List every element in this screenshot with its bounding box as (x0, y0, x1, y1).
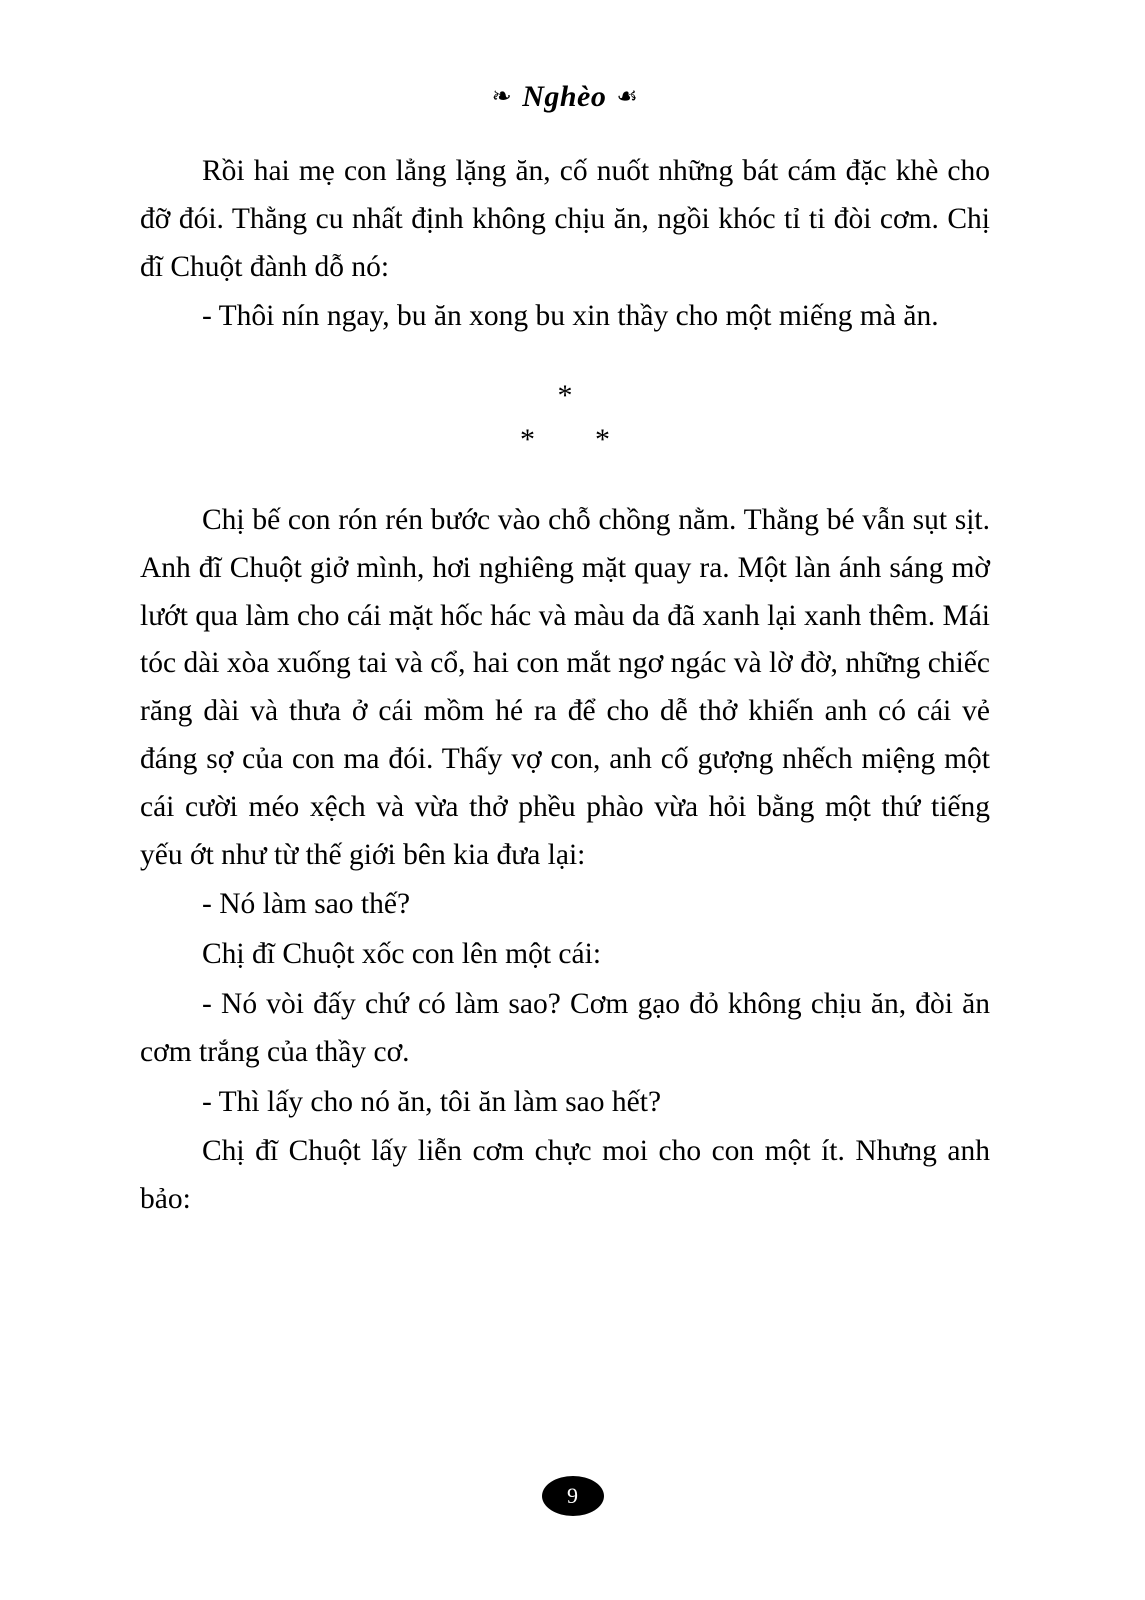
divider-star-bottom-left: * (520, 423, 595, 457)
paragraph: Chị đĩ Chuột lấy liễn cơm chực moi cho con một ít. Nhưng anh bảo: (140, 1135, 990, 1216)
page-number (0, 1476, 1145, 1516)
paragraph: - Nó làm sao thế? (202, 888, 411, 921)
section-divider (140, 381, 990, 455)
paragraph: - Nó vòi đấy chứ có làm sao? Cơm gạo đỏ không chịu ăn, đòi ăn cơm trắng của thầy cơ. (140, 987, 990, 1068)
paragraph: - Thì lấy cho nó ăn, tôi ăn làm sao hết? (202, 1085, 662, 1118)
page-content (140, 80, 990, 1226)
divider-star-bottom-right: * (595, 423, 670, 457)
paragraph: Rồi hai mẹ con lẳng lặng ăn, cố nuốt những bát cám đặc khè cho đỡ đói. Thằng cu nhất định không chịu ăn, ngồi khóc tỉ ti đòi cơm. Chị đĩ Chuột đành dỗ nó: (140, 155, 990, 283)
header-title-text: Nghèo (522, 80, 607, 113)
ornament-left-icon: ❧ (491, 84, 513, 110)
divider-stars-bottom (140, 425, 990, 455)
ornament-right-icon: ☙ (616, 84, 639, 110)
divider-star-top: * (557, 379, 573, 413)
paragraph: Chị bế con rón rén bước vào chỗ chồng nằm. Thằng bé vẫn sụt sịt. Anh đĩ Chuột giở mình, hơi nghiêng mặt quay ra. Một làn ánh sáng mờ lướt qua làm cho cái mặt hốc hác và màu da đã xanh lại xanh thêm. Mái tóc dài xòa xuống tai và cổ, hai con mắt ngơ ngác và lờ đờ, những chiếc răng dài và thưa ở cái mồm hé ra để cho dễ thở khiến anh có cái vẻ đáng sợ của con ma đói. Thấy vợ con, anh cố gượng nhếch miệng một cái cười méo xệch và vừa thở phều phào vừa hỏi bằng một thứ tiếng yếu ớt như từ thế giới bên kia đưa lại: (140, 504, 990, 871)
page-number-badge: 9 (542, 1476, 604, 1516)
page-header-title (140, 80, 990, 114)
paragraph: Chị đĩ Chuột xốc con lên một cái: (202, 938, 602, 971)
paragraph: - Thôi nín ngay, bu ăn xong bu xin thầy cho một miếng mà ăn. (202, 300, 939, 333)
